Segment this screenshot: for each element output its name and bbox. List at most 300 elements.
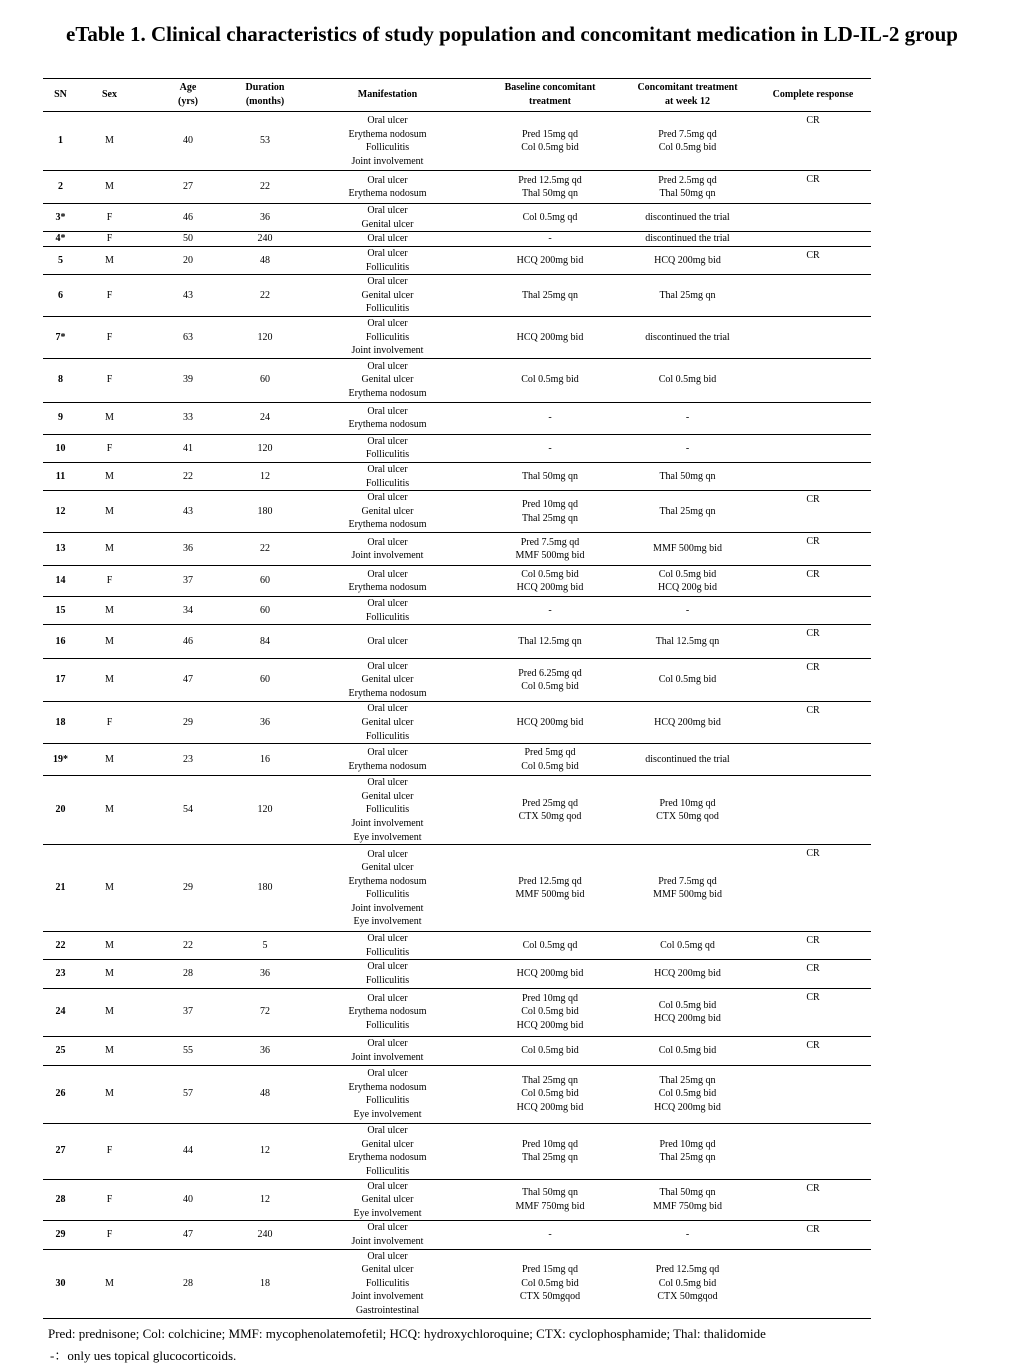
cell-baseline: [480, 1036, 620, 1065]
cell-manifestation-line: Eye involvement: [353, 916, 422, 928]
cell-manifestation-line: Joint involvement: [351, 550, 424, 562]
header-duration-line: (months): [245, 95, 285, 107]
cell-age: 33: [141, 402, 235, 434]
cell-duration: 22: [235, 275, 295, 317]
cell-baseline-line: Thal 50mg qn: [521, 1187, 579, 1199]
cell-sn: 18: [43, 702, 78, 744]
cell-manifestation: [295, 1065, 480, 1123]
cell-week12-line: Col 0.5mg bid: [658, 674, 717, 686]
cell-age: 46: [141, 204, 235, 232]
cell-manifestation-line: Erythema nodosum: [348, 1152, 427, 1164]
cell-week12-line: Col 0.5mg bid: [658, 142, 717, 154]
cell-baseline: [480, 932, 620, 960]
cell-week12: [620, 1123, 755, 1179]
footnote-dash: -：only ues topical glucocorticoids.: [50, 1348, 237, 1363]
cell-age: 46: [141, 625, 235, 659]
cell-age: 22: [141, 932, 235, 960]
cell-manifestation-line: Erythema nodosum: [348, 128, 427, 140]
cell-manifestation: [295, 1221, 480, 1249]
cell-sn: 7*: [43, 316, 78, 358]
table-row: [43, 1221, 871, 1249]
cell-sn: 2: [43, 171, 78, 204]
cell-age: 57: [141, 1065, 235, 1123]
cell-manifestation: [295, 316, 480, 358]
cell-response: [755, 358, 871, 402]
cell-baseline: [480, 566, 620, 597]
cell-baseline-line: MMF 500mg bid: [515, 889, 585, 901]
cell-response: [755, 434, 871, 462]
cell-duration: 120: [235, 316, 295, 358]
cell-baseline: [480, 776, 620, 845]
cell-sn: 19*: [43, 744, 78, 776]
cell-manifestation-line: Erythema nodosum: [348, 188, 427, 200]
cell-age: 27: [141, 171, 235, 204]
cell-age: 22: [141, 462, 235, 490]
cell-manifestation-line: Genital ulcer: [361, 505, 414, 517]
cell-week12: [620, 1221, 755, 1249]
cell-sn: 27: [43, 1123, 78, 1179]
cell-baseline-line: Col 0.5mg bid: [521, 681, 579, 693]
cell-duration: 120: [235, 434, 295, 462]
cell-baseline-line: Col 0.5mg bid: [521, 142, 579, 154]
cell-week12-line: CTX 50mgqod: [657, 1291, 718, 1303]
cell-baseline-line: -: [548, 604, 552, 616]
cell-manifestation: [295, 988, 480, 1036]
cell-manifestation-line: Oral ulcer: [367, 703, 408, 715]
cell-age: 44: [141, 1123, 235, 1179]
table-row: [43, 316, 871, 358]
cell-response: [755, 776, 871, 845]
cell-baseline: [480, 171, 620, 204]
cell-sex: M: [78, 246, 141, 274]
cell-baseline: [480, 491, 620, 533]
cell-baseline-line: -: [548, 442, 552, 454]
cell-manifestation-line: Oral ulcer: [367, 1124, 408, 1136]
cell-week12: [620, 744, 755, 776]
cell-duration: 72: [235, 988, 295, 1036]
cell-age: 63: [141, 316, 235, 358]
cell-duration: 48: [235, 246, 295, 274]
cell-baseline: [480, 462, 620, 490]
cell-manifestation-line: Oral ulcer: [367, 317, 408, 329]
cell-baseline: [480, 358, 620, 402]
cell-sn: 30: [43, 1249, 78, 1318]
cell-sn: 25: [43, 1036, 78, 1065]
cell-sex: F: [78, 1123, 141, 1179]
cell-baseline: [480, 597, 620, 625]
cell-manifestation-line: Genital ulcer: [361, 289, 414, 301]
header-age-line: (yrs): [178, 95, 198, 107]
cell-baseline-line: HCQ 200mg bid: [516, 331, 584, 343]
cell-age: 36: [141, 533, 235, 566]
cell-response: CR: [755, 1036, 871, 1065]
cell-week12-line: discontinued the trial: [645, 211, 730, 223]
header-duration: [235, 79, 295, 112]
table-row: [43, 402, 871, 434]
cell-age: 34: [141, 597, 235, 625]
cell-duration: 84: [235, 625, 295, 659]
cell-baseline: [480, 402, 620, 434]
cell-baseline: [480, 1123, 620, 1179]
cell-manifestation-line: Erythema nodosum: [348, 760, 427, 772]
cell-sex: F: [78, 204, 141, 232]
cell-sex: F: [78, 702, 141, 744]
cell-week12-line: -: [685, 1229, 690, 1241]
cell-baseline-line: Pred 15mg qd: [521, 1264, 579, 1276]
cell-baseline-line: Thal 50mg qn: [521, 470, 579, 482]
cell-age: 54: [141, 776, 235, 845]
cell-week12-line: discontinued the trial: [645, 331, 730, 343]
cell-age: 43: [141, 491, 235, 533]
cell-manifestation: [295, 246, 480, 274]
cell-sex: F: [78, 316, 141, 358]
cell-manifestation-line: Joint involvement: [351, 1291, 424, 1303]
table-body: [43, 112, 871, 1318]
cell-duration: 240: [235, 232, 295, 247]
cell-sn: 3*: [43, 204, 78, 232]
table-row: [43, 659, 871, 702]
cell-baseline: [480, 960, 620, 988]
header-response: Complete response: [755, 79, 871, 112]
cell-response: [755, 275, 871, 317]
cell-week12: [620, 1065, 755, 1123]
table-row: [43, 988, 871, 1036]
cell-week12-line: Col 0.5mg bid: [658, 1088, 717, 1100]
cell-age: 29: [141, 702, 235, 744]
cell-manifestation-line: Erythema nodosum: [348, 388, 427, 400]
cell-baseline-line: Col 0.5mg qd: [522, 940, 578, 952]
cell-baseline: [480, 112, 620, 171]
cell-week12-line: discontinued the trial: [645, 753, 730, 765]
cell-manifestation-line: Oral ulcer: [367, 1038, 408, 1050]
cell-manifestation-line: Oral ulcer: [367, 405, 408, 417]
cell-baseline-line: Col 0.5mg bid: [521, 374, 579, 386]
cell-duration: 53: [235, 112, 295, 171]
cell-baseline-line: HCQ 200mg bid: [516, 1019, 584, 1031]
cell-baseline: [480, 744, 620, 776]
table-row: [43, 232, 871, 247]
cell-week12: [620, 246, 755, 274]
cell-sex: M: [78, 625, 141, 659]
table-row: [43, 1036, 871, 1065]
cell-manifestation-line: Oral ulcer: [367, 635, 408, 647]
cell-age: 29: [141, 845, 235, 932]
cell-manifestation-line: Joint involvement: [351, 155, 424, 167]
cell-baseline: [480, 232, 620, 247]
cell-manifestation-line: Genital ulcer: [361, 218, 414, 230]
cell-manifestation-line: Oral ulcer: [367, 1250, 408, 1262]
cell-manifestation-line: Oral ulcer: [367, 747, 408, 759]
cell-week12: [620, 932, 755, 960]
cell-week12: [620, 1249, 755, 1318]
cell-manifestation-line: Oral ulcer: [367, 360, 408, 372]
cell-baseline-line: Pred 6.25mg qd: [518, 667, 582, 679]
cell-manifestation-line: Erythema nodosum: [348, 1006, 427, 1018]
cell-manifestation-line: Oral ulcer: [367, 660, 408, 672]
table-row: [43, 625, 871, 659]
cell-week12-line: HCQ 200g bid: [658, 582, 717, 594]
cell-week12: [620, 776, 755, 845]
cell-duration: 36: [235, 960, 295, 988]
cell-manifestation-line: Folliculitis: [365, 331, 410, 343]
table-row: [43, 112, 871, 171]
cell-sex: M: [78, 171, 141, 204]
cell-sn: 10: [43, 434, 78, 462]
cell-week12-line: Pred 7.5mg qd: [658, 875, 717, 887]
cell-week12: [620, 204, 755, 232]
cell-manifestation: [295, 434, 480, 462]
header-manifestation: Manifestation: [295, 79, 480, 112]
cell-manifestation-line: Oral ulcer: [367, 463, 408, 475]
cell-duration: 12: [235, 1179, 295, 1221]
cell-age: 28: [141, 1249, 235, 1318]
cell-baseline-line: -: [548, 1229, 552, 1241]
cell-manifestation-line: Oral ulcer: [367, 777, 408, 789]
cell-manifestation-line: Joint involvement: [351, 345, 424, 357]
cell-sex: F: [78, 275, 141, 317]
cell-manifestation-line: Oral ulcer: [367, 205, 408, 217]
cell-manifestation-line: Folliculitis: [365, 946, 410, 958]
cell-manifestation: [295, 1036, 480, 1065]
cell-baseline: [480, 1179, 620, 1221]
cell-response: CR: [755, 566, 871, 597]
cell-age: 47: [141, 1221, 235, 1249]
cell-baseline-line: HCQ 200mg bid: [516, 716, 584, 728]
header-sn: SN: [43, 79, 78, 112]
cell-manifestation-line: Folliculitis: [365, 889, 410, 901]
header-baseline-line: treatment: [528, 95, 572, 107]
cell-baseline-line: HCQ 200mg bid: [516, 1101, 584, 1113]
cell-week12-line: Thal 25mg qn: [659, 1152, 716, 1164]
cell-manifestation-line: Eye involvement: [353, 1108, 422, 1120]
cell-sn: 4*: [43, 232, 78, 247]
cell-sn: 28: [43, 1179, 78, 1221]
cell-sex: M: [78, 659, 141, 702]
cell-sn: 23: [43, 960, 78, 988]
cell-baseline: [480, 204, 620, 232]
cell-response: CR: [755, 845, 871, 932]
cell-baseline-line: Pred 12.5mg qd: [518, 875, 582, 887]
cell-baseline-line: -: [548, 233, 552, 245]
cell-baseline-line: Thal 25mg qn: [521, 1074, 579, 1086]
cell-manifestation-line: Folliculitis: [365, 730, 410, 742]
cell-baseline-line: Col 0.5mg bid: [521, 1006, 579, 1018]
table-row: [43, 597, 871, 625]
cell-sn: 14: [43, 566, 78, 597]
cell-sex: F: [78, 232, 141, 247]
cell-sex: M: [78, 1065, 141, 1123]
cell-baseline: [480, 275, 620, 317]
cell-sex: M: [78, 112, 141, 171]
cell-sn: 13: [43, 533, 78, 566]
cell-manifestation-line: Folliculitis: [365, 1165, 410, 1177]
cell-duration: 60: [235, 566, 295, 597]
cell-week12: [620, 566, 755, 597]
cell-week12-line: Thal 25mg qn: [659, 1074, 716, 1086]
cell-manifestation: [295, 533, 480, 566]
cell-manifestation-line: Erythema nodosum: [348, 519, 427, 531]
cell-manifestation-line: Oral ulcer: [367, 568, 408, 580]
cell-week12-line: MMF 750mg bid: [653, 1201, 722, 1213]
cell-sex: M: [78, 533, 141, 566]
cell-sn: 26: [43, 1065, 78, 1123]
cell-manifestation-line: Folliculitis: [365, 611, 410, 623]
cell-week12-line: -: [685, 442, 690, 454]
cell-response: CR: [755, 491, 871, 533]
cell-sn: 21: [43, 845, 78, 932]
cell-sex: M: [78, 402, 141, 434]
cell-week12: [620, 533, 755, 566]
cell-manifestation-line: Eye involvement: [353, 1207, 422, 1219]
cell-week12-line: Pred 2.5mg qd: [658, 174, 717, 186]
cell-sex: M: [78, 462, 141, 490]
cell-duration: 180: [235, 845, 295, 932]
cell-duration: 36: [235, 1036, 295, 1065]
cell-duration: 12: [235, 1123, 295, 1179]
cell-baseline-line: Pred 15mg qd: [521, 128, 579, 140]
cell-manifestation: [295, 932, 480, 960]
cell-sex: M: [78, 491, 141, 533]
cell-sn: 24: [43, 988, 78, 1036]
cell-week12: [620, 462, 755, 490]
cell-week12: [620, 1179, 755, 1221]
cell-manifestation-line: Oral ulcer: [367, 598, 408, 610]
cell-week12: [620, 988, 755, 1036]
cell-age: 43: [141, 275, 235, 317]
cell-manifestation-line: Oral ulcer: [367, 276, 408, 288]
cell-sex: F: [78, 1179, 141, 1221]
cell-response: CR: [755, 960, 871, 988]
cell-manifestation-line: Oral ulcer: [367, 115, 408, 126]
cell-manifestation: [295, 204, 480, 232]
cell-response: [755, 1065, 871, 1123]
cell-baseline-line: Pred 5mg qd: [524, 747, 576, 759]
header-week12-line: at week 12: [665, 95, 710, 107]
cell-age: 40: [141, 1179, 235, 1221]
cell-week12-line: Pred 12.5mg qd: [655, 1264, 720, 1276]
cell-baseline: [480, 246, 620, 274]
cell-week12: [620, 112, 755, 171]
cell-sn: 12: [43, 491, 78, 533]
cell-manifestation-line: Erythema nodosum: [348, 1081, 427, 1093]
cell-manifestation-line: Folliculitis: [365, 303, 410, 315]
cell-duration: 36: [235, 204, 295, 232]
cell-week12-line: Thal 12.5mg qn: [655, 635, 720, 647]
table-row: [43, 462, 871, 490]
cell-baseline-line: Pred 10mg qd: [521, 992, 579, 1004]
cell-baseline-line: Thal 25mg qn: [521, 289, 579, 301]
table-row: [43, 776, 871, 845]
cell-baseline: [480, 702, 620, 744]
cell-baseline: [480, 625, 620, 659]
cell-duration: 240: [235, 1221, 295, 1249]
cell-manifestation-line: Oral ulcer: [367, 961, 408, 973]
cell-baseline-line: Thal 25mg qn: [521, 1152, 579, 1164]
cell-week12: [620, 275, 755, 317]
cell-baseline: [480, 845, 620, 932]
cell-baseline-line: Pred 25mg qd: [521, 797, 579, 809]
cell-manifestation-line: Genital ulcer: [361, 1138, 414, 1150]
cell-manifestation-line: Oral ulcer: [367, 435, 408, 447]
cell-week12-line: Pred 10mg qd: [659, 1138, 716, 1150]
cell-week12-line: HCQ 200mg bid: [654, 1013, 721, 1025]
cell-manifestation-line: Joint involvement: [351, 902, 424, 914]
table-row: [43, 1123, 871, 1179]
cell-response: CR: [755, 932, 871, 960]
cell-sn: 8: [43, 358, 78, 402]
cell-baseline: [480, 1065, 620, 1123]
cell-manifestation-line: Genital ulcer: [361, 1264, 414, 1276]
cell-response: [755, 204, 871, 232]
cell-week12-line: -: [685, 604, 690, 616]
cell-response: CR: [755, 171, 871, 204]
cell-manifestation-line: Oral ulcer: [367, 992, 408, 1004]
cell-manifestation: [295, 776, 480, 845]
cell-baseline-line: Thal 25mg qn: [521, 512, 579, 524]
cell-manifestation-line: Genital ulcer: [361, 674, 414, 686]
header-age-line: Age: [179, 82, 197, 93]
table-title: eTable 1. Clinical characteristics of study population and concomitant medication in LD-IL-2 group: [66, 22, 958, 46]
table-row: [43, 491, 871, 533]
cell-baseline-line: Pred 12.5mg qd: [518, 174, 582, 186]
cell-duration: 16: [235, 744, 295, 776]
cell-baseline-line: Pred 10mg qd: [521, 499, 579, 510]
cell-response: CR: [755, 1221, 871, 1249]
cell-week12: [620, 316, 755, 358]
cell-baseline-line: MMF 750mg bid: [515, 1201, 585, 1213]
table-row: [43, 275, 871, 317]
header-baseline-line: Baseline concomitant: [504, 82, 596, 93]
cell-baseline-line: Thal 50mg qn: [521, 188, 579, 200]
cell-response: CR: [755, 625, 871, 659]
cell-response: CR: [755, 702, 871, 744]
cell-manifestation: [295, 1123, 480, 1179]
cell-manifestation: [295, 462, 480, 490]
table-row: [43, 246, 871, 274]
cell-week12: [620, 845, 755, 932]
cell-manifestation-line: Folliculitis: [365, 804, 410, 816]
cell-baseline-line: Col 0.5mg bid: [521, 1088, 579, 1100]
cell-sn: 29: [43, 1221, 78, 1249]
cell-sex: F: [78, 434, 141, 462]
cell-week12-line: discontinued the trial: [645, 233, 730, 245]
cell-baseline: [480, 434, 620, 462]
cell-baseline-line: HCQ 200mg bid: [516, 254, 584, 266]
cell-sex: M: [78, 744, 141, 776]
cell-week12-line: Thal 50mg qn: [659, 1187, 716, 1199]
cell-week12-line: Col 0.5mg bid: [658, 999, 717, 1011]
cell-age: 37: [141, 988, 235, 1036]
cell-baseline: [480, 1221, 620, 1249]
cell-sn: 20: [43, 776, 78, 845]
table-row: [43, 358, 871, 402]
cell-week12-line: Col 0.5mg bid: [658, 568, 717, 580]
cell-manifestation-line: Genital ulcer: [361, 862, 414, 874]
clinical-characteristics-table: [43, 78, 871, 1319]
cell-manifestation-line: Folliculitis: [365, 142, 410, 154]
cell-week12: [620, 402, 755, 434]
cell-week12-line: CTX 50mg qod: [656, 811, 719, 823]
cell-baseline: [480, 1249, 620, 1318]
cell-week12: [620, 659, 755, 702]
cell-response: CR: [755, 1179, 871, 1221]
cell-manifestation-line: Oral ulcer: [367, 1067, 408, 1079]
cell-response: CR: [755, 246, 871, 274]
cell-manifestation-line: Oral ulcer: [367, 933, 408, 945]
cell-response: [755, 1249, 871, 1318]
table-row: [43, 932, 871, 960]
cell-week12: [620, 702, 755, 744]
